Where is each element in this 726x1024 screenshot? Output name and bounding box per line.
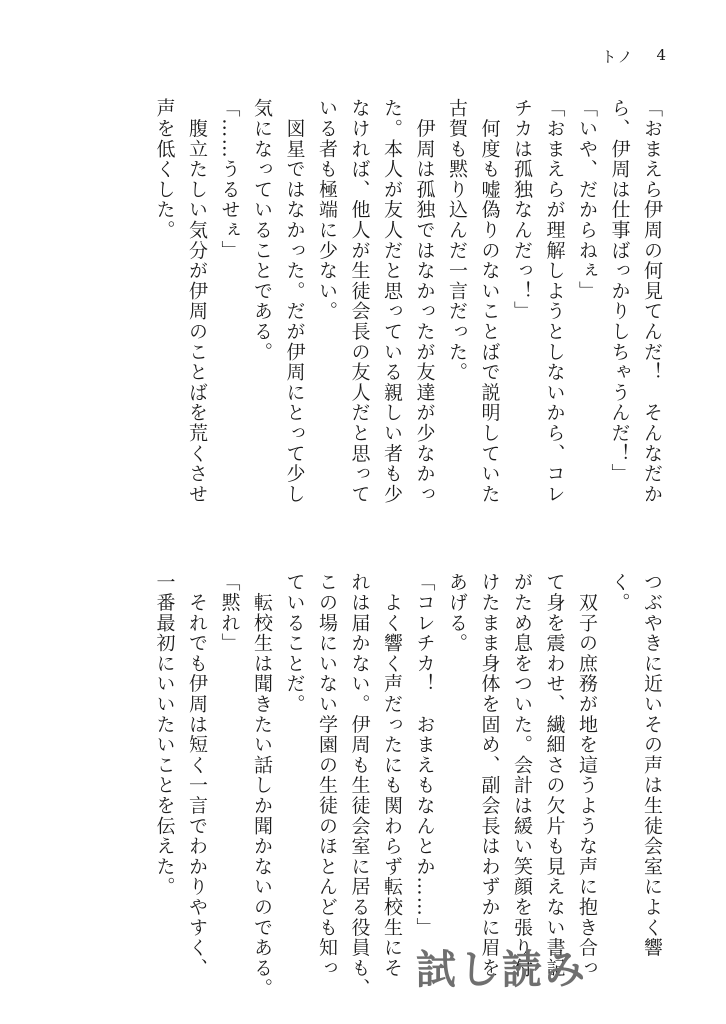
text-line: 「いや、だからねぇ」: [576, 98, 598, 301]
text-line: つぶやきに近いその声は生徒会室によく響: [641, 572, 663, 958]
text-line: それでも伊周は短く一言でわかりやすく、: [186, 572, 208, 978]
text-line: 気になっていることである。: [251, 98, 273, 362]
text-line: く。: [608, 572, 631, 613]
text-line: ていることだ。: [283, 572, 306, 715]
text-line: 転校生は聞きたい話しか聞かないのである。: [251, 572, 273, 999]
text-line: この場にいない学園の生徒のほとんども知っ: [316, 572, 338, 978]
text-line: よく響く声だったにも関わらず転校生にそ: [381, 572, 403, 978]
text-line: 「コレチカ！ おまえもなんとか……」: [413, 572, 436, 938]
text-line: た。本人が友人だと思っている親しい者も少: [381, 98, 403, 504]
text-line: 何度も嘘偽りのないことばで説明していた: [478, 98, 501, 504]
upper-text-block: [148, 98, 668, 504]
text-line: あげる。: [446, 572, 468, 654]
text-line: 「おまえら伊周の何見てんだ！ そんなだか: [641, 98, 663, 504]
text-line: なければ、他人が生徒会長の友人だと思って: [348, 98, 371, 504]
preview-watermark: 試し読み: [416, 947, 588, 993]
text-line: て身を震わせ、繊細さの欠片も見えない書記: [543, 572, 566, 978]
page-header: [601, 46, 668, 67]
text-line: 図星ではなかった。だが伊周にとって少し: [283, 98, 306, 504]
text-line: 「……うるせぇ」: [218, 98, 241, 261]
text-line: 声を低くした。: [153, 98, 176, 241]
text-line: 「おまえらが理解しようとしないから、コレ: [543, 98, 566, 504]
text-line: がため息をついた。会計は緩い笑顔を張り付: [511, 572, 533, 978]
text-line: チカは孤独なんだっ！」: [511, 98, 533, 322]
text-line: 一番最初にいいたいことを伝えた。: [153, 572, 176, 897]
text-line: 「黙れ」: [218, 572, 241, 654]
text-line: けたまま身体を固め、副会長はわずかに眉を: [478, 572, 501, 978]
text-line: 古賀も黙り込んだ一言だった。: [446, 98, 468, 383]
text-line: ら、伊周は仕事ばっかりしちゃうんだ！」: [608, 98, 631, 484]
text-line: れは届かない。伊周も生徒会室に居る役員も、: [348, 572, 371, 999]
text-line: いる者も極端に少ない。: [316, 98, 338, 322]
text-line: 腹立たしい気分が伊周のことばを荒くさせ: [186, 98, 208, 504]
text-line: 伊周は孤独ではなかったが友達が少なかっ: [413, 98, 436, 504]
author-name: トノ: [601, 48, 635, 66]
text-line: 双子の庶務が地を這うような声に抱き合っ: [576, 572, 598, 978]
page-number: 4: [656, 46, 668, 64]
lower-text-block: [148, 572, 668, 999]
